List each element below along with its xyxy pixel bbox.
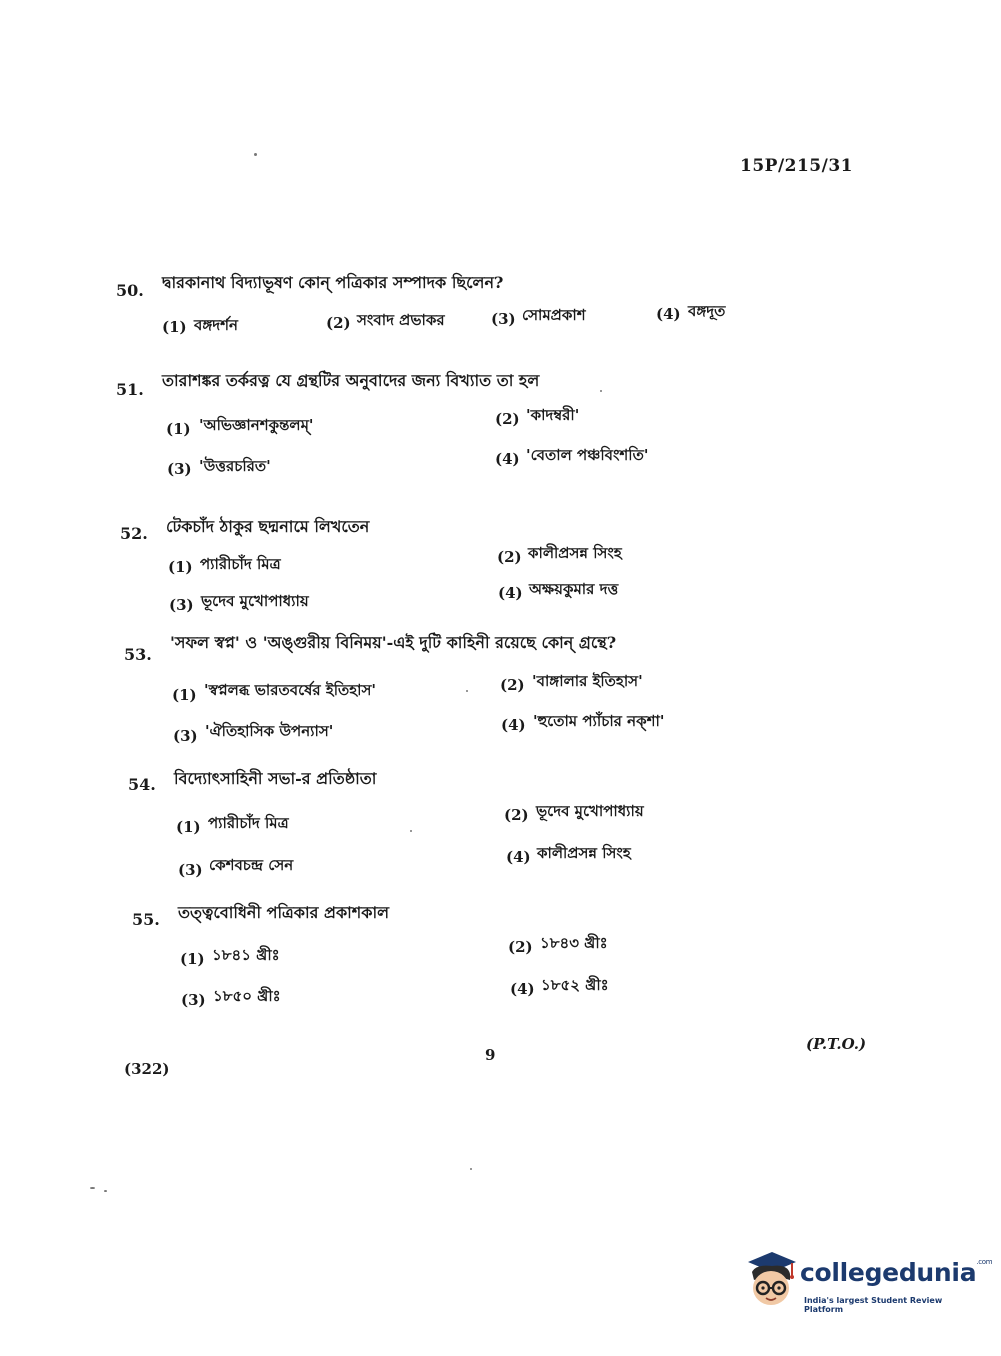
- option-text: ১৮৫২ খ্রীঃ: [541, 976, 609, 994]
- page-number: 9: [485, 1046, 496, 1064]
- paper-code: 15P/215/31: [740, 156, 854, 176]
- option-text: 'বাঙ্গালার ইতিহাস': [532, 672, 643, 690]
- option-text: অক্ষয়কুমার দত্ত: [529, 580, 619, 598]
- option-text: সোমপ্রকাশ: [522, 306, 586, 324]
- option-number: (3): [173, 727, 198, 745]
- option-number: (2): [500, 676, 525, 694]
- option-number: (4): [501, 716, 526, 734]
- option-text: 'কাদম্বরী': [526, 406, 580, 424]
- option-text: ভূদেব মুখোপাধ্যায়: [201, 592, 309, 610]
- option-text: বঙ্গদূত: [688, 302, 726, 320]
- option-text: 'হুতোম প্যাঁচার নক্শা': [533, 712, 665, 730]
- logo-brand-suffix: .com: [976, 1258, 993, 1266]
- option-text: 'উত্তরচরিত': [199, 457, 271, 475]
- option-number: (2): [497, 548, 522, 566]
- option-text: 'বেতাল পঞ্চবিংশতি': [526, 446, 649, 464]
- option-text: ভূদেব মুখোপাধ্যায়: [536, 802, 644, 820]
- option-text: ১৮৫০ খ্রীঃ: [213, 987, 281, 1005]
- option-number: (1): [168, 558, 193, 576]
- logo-brand-text: collegedunia: [800, 1258, 977, 1287]
- collegedunia-logo: [742, 1248, 993, 1316]
- option-number: (3): [181, 991, 206, 1009]
- option-text: বঙ্গদর্শন: [194, 316, 239, 334]
- option-number: (4): [498, 584, 523, 602]
- option-number: (1): [180, 950, 205, 968]
- option-text: 'অভিজ্ঞানশকুন্তলম্': [199, 416, 314, 434]
- option-number: (2): [508, 938, 533, 956]
- student-mascot-icon: [742, 1248, 798, 1312]
- option-number: (4): [656, 305, 681, 323]
- option-number: (2): [326, 314, 351, 332]
- question-number: 52.: [120, 524, 148, 543]
- option-number: (3): [178, 861, 203, 879]
- option-text: ১৮৪৩ খ্রীঃ: [540, 934, 608, 952]
- option-text: সংবাদ প্রভাকর: [357, 311, 445, 329]
- option-number: (1): [162, 318, 187, 336]
- option-number: (4): [495, 450, 520, 468]
- question-text: 'সফল স্বপ্ন' ও 'অঙ্গুরীয় বিনিময়'-এই দুটি কাহিনী রয়েছে কোন্ গ্রন্থে?: [170, 633, 617, 652]
- footer-code: (322): [124, 1060, 170, 1078]
- question-number: 53.: [124, 645, 152, 664]
- logo-tagline: India's largest Student Review Platform: [804, 1296, 943, 1314]
- option-number: (4): [510, 980, 535, 998]
- option-text: 'ঐতিহাসিক উপন্যাস': [205, 722, 334, 740]
- option-number: (1): [176, 818, 201, 836]
- option-text: কালীপ্রসন্ন সিংহ: [528, 544, 622, 562]
- question-text: তত্ত্ববোধিনী পত্রিকার প্রকাশকাল: [178, 903, 390, 922]
- option-text: প্যারীচাঁদ মিত্র: [208, 814, 289, 832]
- option-number: (3): [169, 596, 194, 614]
- option-number: (4): [506, 848, 531, 866]
- option-number: (2): [495, 410, 520, 428]
- question-text: তারাশঙ্কর তর্করত্ন যে গ্রন্থটির অনুবাদের জন্য বিখ্যাত তা হল: [162, 371, 540, 390]
- question-number: 55.: [132, 910, 160, 929]
- option-number: (1): [172, 686, 197, 704]
- option-number: (3): [491, 310, 516, 328]
- question-number: 51.: [116, 380, 144, 399]
- option-text: কালীপ্রসন্ন সিংহ: [537, 844, 631, 862]
- option-text: প্যারীচাঁদ মিত্র: [200, 555, 281, 573]
- option-text: ১৮৪১ খ্রীঃ: [212, 946, 280, 964]
- logo-brand: [800, 1258, 992, 1287]
- pto-label: (P.T.O.): [806, 1035, 867, 1053]
- option-number: (1): [166, 420, 191, 438]
- question-text: বিদ্যোৎসাহিনী সভা-র প্রতিষ্ঠাতা: [174, 769, 377, 788]
- option-text: 'স্বপ্নলব্ধ ভারতবর্ষের ইতিহাস': [204, 681, 376, 699]
- question-text: টেকচাঁদ ঠাকুর ছদ্মনামে লিখতেন: [166, 517, 370, 536]
- option-number: (3): [167, 460, 192, 478]
- question-number: 50.: [116, 281, 144, 300]
- question-text: দ্বারকানাথ বিদ্যাভূষণ কোন্ পত্রিকার সম্পাদক ছিলেন?: [162, 273, 504, 292]
- option-number: (2): [504, 806, 529, 824]
- option-text: কেশবচন্দ্র সেন: [209, 856, 294, 874]
- question-number: 54.: [128, 775, 156, 794]
